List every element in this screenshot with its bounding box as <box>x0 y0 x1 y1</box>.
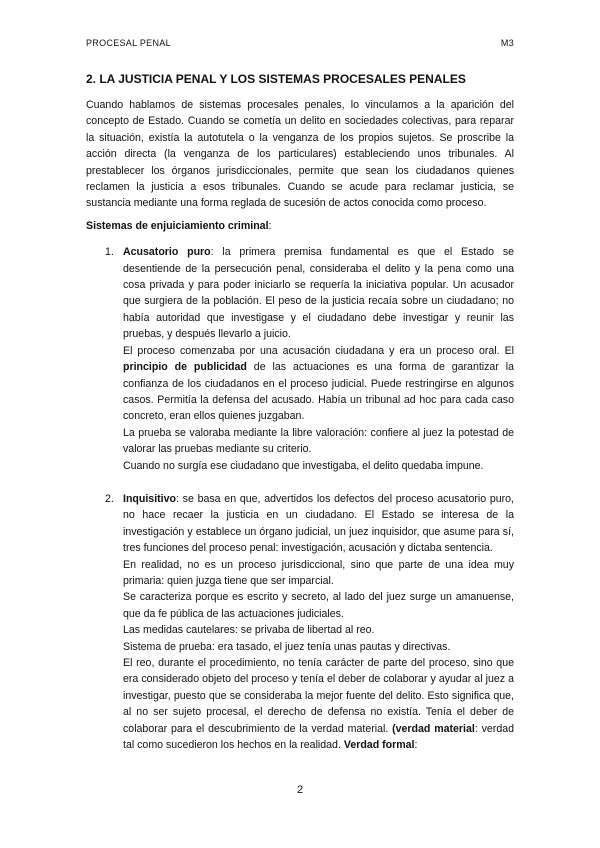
subheading-colon: : <box>268 219 272 232</box>
item1-p1-text: : la primera premisa fundamental es que el Estado se desentiende de la persecución penal, consideraba el delito y la pena como una cosa privada y para poder iniciarlo se requería la iniciativa popular. Un acusador que surgiera de la población. El peso de la justicia recaía sobre un ciudadano; no había autoridad que investigase y el ciudadano debe investigar y reunir las pruebas, y después llevarlo a juicio. <box>123 246 515 341</box>
section-title: 2. LA JUSTICIA PENAL Y LOS SISTEMAS PROCESALES PENALES <box>86 72 466 86</box>
list-number-2: 2. <box>105 492 114 505</box>
header-subject: PROCESAL PENAL <box>86 38 171 48</box>
item1-p2-start: El proceso comenzaba por una acusación ciudadana y era un proceso oral. El <box>123 344 514 357</box>
spacer <box>86 474 514 491</box>
list-number-1: 1. <box>105 246 114 259</box>
intro-paragraph: Cuando hablamos de sistemas procesales penales, lo vinculamos a la aparición del concepto de Estado. Cuando se cometía un delito en sociedades colectivas, para reparar la situación, existía la autotutela o la venganza de los propios sujetos. Se proscribe la acción directa (la venganza de los particulares) estableciendo unos tribunales. Al prestablecer los órganos jurisdiccionales, permite que sean los ciudadanos quienes reclamen la justicia a esos tribunales. Cuando se acude para reclamar justicia, se sustancia mediante una forma reglada de sucesión de actos conocida como proceso. <box>86 99 514 210</box>
item2-paragraph-1 <box>123 491 514 557</box>
item2-p6-end: : <box>414 739 418 752</box>
page-number: 2 <box>296 784 304 796</box>
item2-p6-mid: : verdad tal como sucedieron los hechos en la realidad. <box>123 722 515 752</box>
item2-p6-bold-1: (verdad material <box>392 722 475 735</box>
item2-p1-text: : se basa en que, advertidos los defectos del proceso acusatorio puro, no hace recaer la justicia en un ciudadano. El Estado se interesa de la investigación y establece un órgano judicial, un juez inquisidor, que asume para sí, tres funciones del proceso penal: investigación, acusación y dictaba sentencia. <box>123 492 514 555</box>
page-header <box>86 38 514 48</box>
item2-paragraph-2: En realidad, no es un proceso jurisdiccional, sino que parte de una idea muy primaria: quien juzga tiene que ser imparcial. <box>123 558 514 587</box>
subheading-text: Sistemas de enjuiciamiento criminal <box>86 219 269 232</box>
item1-p2-bold: principio de publicidad <box>123 361 247 374</box>
item1-paragraph-1 <box>123 244 514 342</box>
item2-p6-bold-2: Verdad formal <box>343 739 415 752</box>
item2-paragraph-5: Sistema de prueba: era tasado, el juez tenía unas pautas y directivas. <box>123 640 451 653</box>
subheading <box>86 218 514 234</box>
list-item-inquisitivo <box>86 491 514 754</box>
item2-paragraph-4: Las medidas cautelares: se privaba de libertad al reo. <box>123 624 375 637</box>
item1-p2-rest: de las actuaciones es una forma de garantizar la confianza de los ciudadanos en el proceso judicial. Puede restringirse en algunos casos. Permitía la defensa del acusado. Había un tribunal ad hoc para cada caso concreto, eran ellos quienes juzgaban. <box>123 361 515 423</box>
item1-paragraph-4: Cuando no surgía ese ciudadano que investigaba, el delito quedaba impune. <box>123 459 484 472</box>
item2-paragraph-3: Se caracteriza porque es escrito y secreto, al lado del juez surge un amanuense, que da fe pública de las actuaciones judiciales. <box>123 591 514 620</box>
item1-term: Acusatorio puro <box>123 246 211 259</box>
item1-paragraph-3: La prueba se valoraba mediante la libre valoración: confiere al juez la potestad de valorar las pruebas mediante su criterio. <box>123 426 514 456</box>
document-body <box>86 97 514 753</box>
header-module: M3 <box>500 38 514 48</box>
item2-term: Inquisitivo <box>123 492 176 505</box>
item2-p6-start: El reo, durante el procedimiento, no tenía carácter de parte del proceso, sino que era considerado objeto del proceso y tenía el deber de colaborar y ayudar al juez a investigar, puesto que se consideraba la mejor fuente del delito. Esto significa que, al no ser sujeto procesal, el derecho de defensa no existía. Tenía el deber de colaborar para el descubrimiento de la verdad material. <box>123 657 514 735</box>
list-item-acusatorio <box>86 244 514 474</box>
item2-paragraph-6 <box>123 655 514 753</box>
item1-paragraph-2 <box>123 343 514 425</box>
